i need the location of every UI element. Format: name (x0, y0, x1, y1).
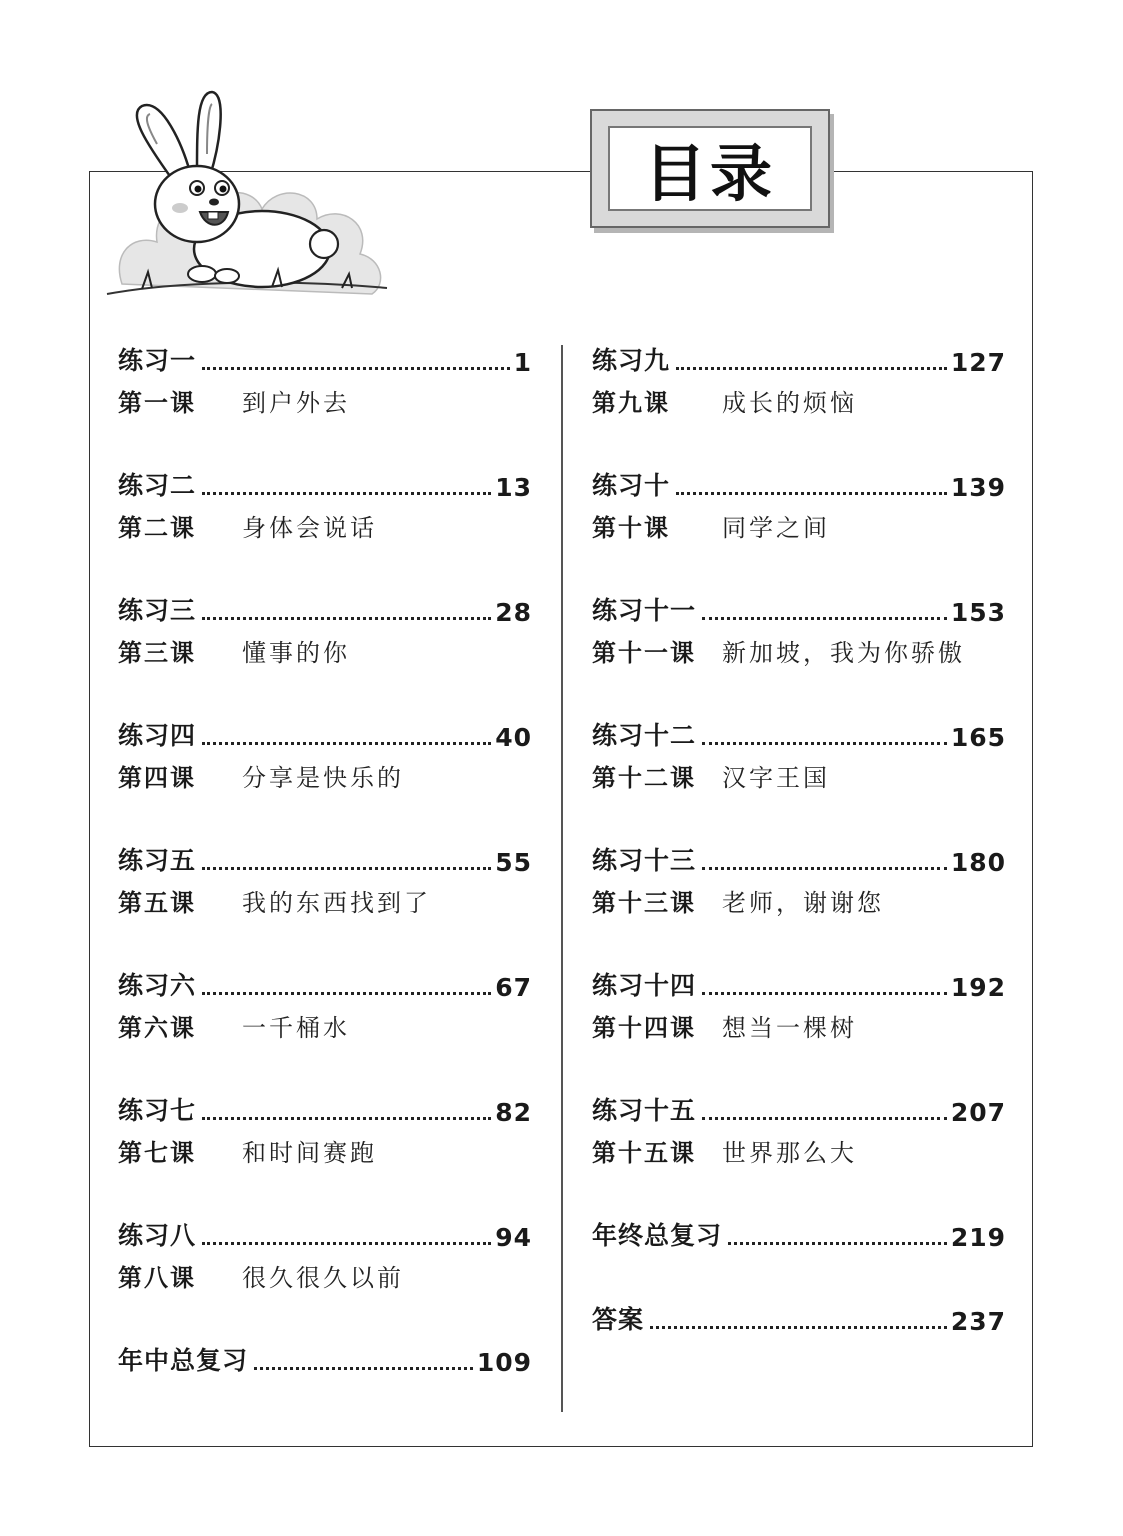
lesson-title: 同学之间 (722, 513, 830, 542)
exercise-label: 练习六 (118, 971, 197, 1000)
page-number: 82 (495, 1098, 532, 1127)
page-number: 153 (950, 598, 1006, 627)
exercise-label: 练习五 (118, 846, 197, 875)
review-label: 年中总复习 (118, 1346, 249, 1375)
answers-label: 答案 (592, 1305, 645, 1334)
page-number: 55 (495, 848, 532, 877)
lesson-title: 老师，谢谢您 (722, 888, 884, 917)
toc-entry[interactable] (592, 335, 1006, 460)
page-number: 207 (950, 1098, 1006, 1127)
toc-entry[interactable] (592, 460, 1006, 585)
leader-dots (254, 1367, 473, 1370)
leader-dots (202, 1242, 491, 1245)
exercise-label: 练习七 (118, 1096, 197, 1125)
lesson-title: 分享是快乐的 (242, 763, 404, 792)
rabbit-illustration (102, 84, 392, 299)
toc-entry[interactable] (118, 710, 532, 835)
toc-entry[interactable] (118, 1210, 532, 1335)
exercise-label: 练习四 (118, 721, 197, 750)
toc-entry[interactable] (592, 710, 1006, 835)
page-number: 1 (513, 348, 532, 377)
lesson-label: 第五课 (118, 888, 196, 917)
page-number: 237 (950, 1307, 1006, 1336)
toc-entry[interactable] (592, 1210, 1006, 1294)
leader-dots (650, 1326, 947, 1329)
column-divider (561, 345, 563, 1412)
exercise-label: 练习一 (118, 346, 197, 375)
lesson-label: 第十四课 (592, 1013, 696, 1042)
leader-dots (728, 1242, 947, 1245)
lesson-label: 第十三课 (592, 888, 696, 917)
leader-dots (702, 617, 947, 620)
page-number: 165 (950, 723, 1006, 752)
lesson-title: 身体会说话 (242, 513, 377, 542)
lesson-label: 第二课 (118, 513, 196, 542)
lesson-label: 第九课 (592, 388, 670, 417)
leader-dots (702, 867, 947, 870)
page-number: 127 (950, 348, 1006, 377)
lesson-title: 很久很久以前 (242, 1263, 404, 1292)
lesson-title: 懂事的你 (242, 638, 350, 667)
lesson-title: 汉字王国 (722, 763, 830, 792)
leader-dots (202, 867, 491, 870)
page-number: 180 (950, 848, 1006, 877)
leader-dots (702, 1117, 947, 1120)
lesson-label: 第十一课 (592, 638, 696, 667)
lesson-title: 和时间赛跑 (242, 1138, 377, 1167)
lesson-label: 第三课 (118, 638, 196, 667)
lesson-title: 一千桶水 (242, 1013, 350, 1042)
lesson-label: 第一课 (118, 388, 196, 417)
page-number: 28 (495, 598, 532, 627)
lesson-label: 第四课 (118, 763, 196, 792)
exercise-label: 练习二 (118, 471, 197, 500)
page-number: 192 (950, 973, 1006, 1002)
toc-entry[interactable] (592, 585, 1006, 710)
page-title: 目录 (643, 137, 776, 210)
toc-entry[interactable] (592, 1085, 1006, 1210)
lesson-label: 第七课 (118, 1138, 196, 1167)
leader-dots (202, 742, 491, 745)
exercise-label: 练习三 (118, 596, 197, 625)
exercise-label: 练习十四 (592, 971, 697, 1000)
leader-dots (202, 617, 491, 620)
lesson-title: 想当一棵树 (722, 1013, 857, 1042)
page-number: 40 (495, 723, 532, 752)
toc-entry[interactable] (592, 1294, 1006, 1378)
toc-entry[interactable] (118, 960, 532, 1085)
leader-dots (702, 992, 947, 995)
lesson-title: 我的东西找到了 (242, 888, 431, 917)
lesson-title: 新加坡，我为你骄傲 (722, 638, 965, 667)
exercise-label: 练习十 (592, 471, 671, 500)
title-plate (590, 109, 830, 228)
leader-dots (676, 492, 947, 495)
lesson-label: 第十五课 (592, 1138, 696, 1167)
leader-dots (202, 492, 491, 495)
exercise-label: 练习八 (118, 1221, 197, 1250)
review-label: 年终总复习 (592, 1221, 723, 1250)
leader-dots (202, 992, 491, 995)
exercise-label: 练习九 (592, 346, 671, 375)
toc-entry[interactable] (118, 335, 532, 460)
toc-entry[interactable] (592, 835, 1006, 960)
toc-right-column (592, 335, 1006, 1378)
toc-entry[interactable] (118, 460, 532, 585)
toc-entry[interactable] (118, 1085, 532, 1210)
page-number: 219 (950, 1223, 1006, 1252)
exercise-label: 练习十一 (592, 596, 697, 625)
leader-dots (202, 1117, 491, 1120)
leader-dots (676, 367, 947, 370)
page-number: 13 (495, 473, 532, 502)
toc-left-column (118, 335, 532, 1419)
toc-entry[interactable] (118, 1335, 532, 1419)
lesson-label: 第八课 (118, 1263, 196, 1292)
exercise-label: 练习十三 (592, 846, 697, 875)
lesson-title: 成长的烦恼 (722, 388, 857, 417)
lesson-label: 第十课 (592, 513, 670, 542)
leader-dots (702, 742, 947, 745)
page-number: 94 (495, 1223, 532, 1252)
page-number: 109 (476, 1348, 532, 1377)
exercise-label: 练习十二 (592, 721, 697, 750)
leader-dots (202, 367, 510, 370)
page-number: 67 (495, 973, 532, 1002)
toc-entry[interactable] (118, 585, 532, 710)
toc-entry[interactable] (118, 835, 532, 960)
toc-entry[interactable] (592, 960, 1006, 1085)
lesson-label: 第十二课 (592, 763, 696, 792)
lesson-title: 世界那么大 (722, 1138, 857, 1167)
lesson-title: 到户外去 (242, 388, 350, 417)
lesson-label: 第六课 (118, 1013, 196, 1042)
exercise-label: 练习十五 (592, 1096, 697, 1125)
page-number: 139 (950, 473, 1006, 502)
